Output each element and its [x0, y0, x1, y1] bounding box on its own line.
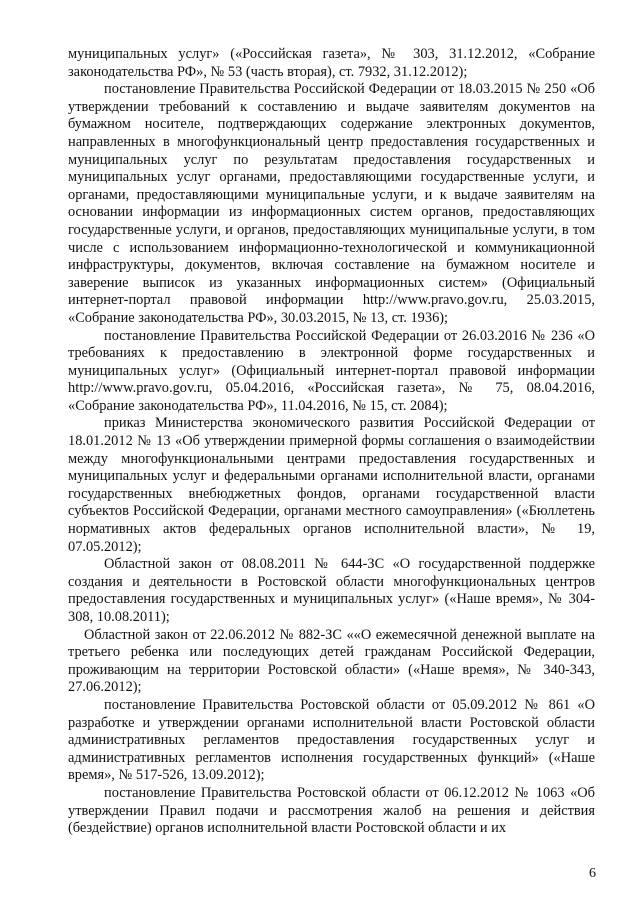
paragraph-decree-250: постановление Правительства Российской Федерации от 18.03.2015 № 250 «Об утверждении требований к составлению и выдаче заявителям документов на бумажном носителе, подтверждающих содержание электронных документов, направленных в многофункциональный центр предоставления государственных и муниципальных услуг по результатам предоставления государственных и муниципальных услуг органами, предоставляющими государственные услуги, и органами, предоставляющими муниципальные услуги, и к выдаче заявителям на основании информации из информационных систем органов, предоставляющих государственные услуги, и органов, предоставляющих муниципальные услуги, в том числе с использованием информационно-технологической и коммуникационной инфраструктуры, документов, включая составление на бумажном носителе и заверение выписок из указанных информационных систем» (Официальный интернет-портал правовой информации http://www.pravo.gov.ru, 25.03.2015, «Собрание законодательства РФ», 30.03.2015, № 13, ст. 1936);: [68, 81, 595, 326]
paragraph-decree-1063: постановление Правительства Ростовской области от 06.12.2012 № 1063 «Об утверждении Правил подачи и рассмотрения жалоб на решения и действия (бездействие) органов исполнительной власти Ростовской области и их: [68, 784, 595, 837]
page-number: 6: [589, 866, 596, 881]
paragraph-order-13: приказ Министерства экономического развития Российской Федерации от 18.01.2012 № 13 «Об утверждении примерной формы соглашения о взаимодействии между многофункциональными центрами предоставления государственных и муниципальных услуг и федеральными органами исполнительной власти, органами государственных внебюджетных фондов, органами государственной власти субъектов Российской Федерации, органами местного самоуправления» («Бюллетень нормативных актов федеральных органов исполнительной власти», № 19, 07.05.2012);: [68, 415, 595, 555]
document-body: [68, 46, 595, 838]
paragraph-decree-236: постановление Правительства Российской Федерации от 26.03.2016 № 236 «О требованиях к предоставлению в электронной форме государственных и муниципальных услуг» (Официальный интернет-портал правовой информации http://www.pravo.gov.ru, 05.04.2016, «Российская газета», № 75, 08.04.2016, «Собрание законодательства РФ», 11.04.2016, № 15, ст. 2084);: [68, 327, 595, 414]
paragraph-continuation: муниципальных услуг» («Российская газета», № 303, 31.12.2012, «Собрание законодательства РФ», № 53 (часть вторая), ст. 7932, 31.12.2012);: [68, 46, 595, 80]
paragraph-law-644: Областной закон от 08.08.2011 № 644-ЗС «О государственной поддержке создания и деятельности в Ростовской области многофункциональных центров предоставления государственных и муниципальных услуг» («Наше время», № 304-308, 10.08.2011);: [68, 556, 595, 625]
paragraph-decree-861: постановление Правительства Ростовской области от 05.09.2012 № 861 «О разработке и утверждении органами исполнительной власти Ростовской области административных регламентов предоставления государственных услуг и административных регламентов исполнения государственных функций» («Наше время», № 517-526, 13.09.2012);: [68, 696, 595, 784]
paragraph-law-882: Областной закон от 22.06.2012 № 882-ЗС ««О ежемесячной денежной выплате на третьего ребенка или последующих детей гражданам Российской Федерации, проживающим на территории Ростовской области» («Наше время», № 340-343, 27.06.2012);: [68, 626, 595, 696]
